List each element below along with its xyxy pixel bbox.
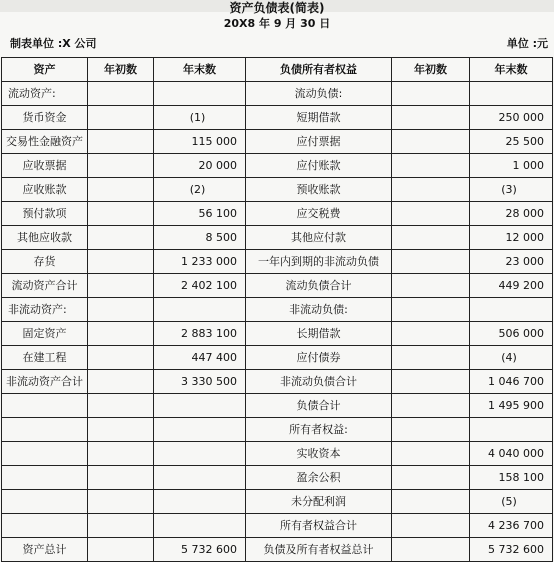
table-cell-value [392,250,470,274]
table-row [2,394,553,418]
table-cell-value [470,418,553,442]
table-cell-label: 预收账款 [246,178,392,202]
table-cell-value [88,538,154,562]
table-row [2,154,553,178]
preparer-unit: 制表单位 :X 公司 [10,37,97,50]
report-date: 20X8 年 9 月 30 日 [223,17,331,30]
table-cell-value [88,394,154,418]
table-cell-label: 应付票据 [246,130,392,154]
table-cell-value: (4) [470,346,553,370]
table-cell-value [88,346,154,370]
table-cell-value [154,514,246,538]
table-cell-value: 23 000 [470,250,553,274]
table-cell-value [392,490,470,514]
currency-unit: 单位 :元 [506,37,548,50]
table-cell-label: 一年内到期的非流动负债 [246,250,392,274]
table-cell-value: 2 883 100 [154,322,246,346]
table-cell-value: 28 000 [470,202,553,226]
table-cell-value [154,82,246,106]
table-cell-label: 应收账款 [2,178,88,202]
table-row [2,418,553,442]
table-cell-value [392,418,470,442]
table-cell-value: (1) [154,106,246,130]
table-cell-value [392,130,470,154]
table-cell-value [470,82,553,106]
table-cell-value [392,442,470,466]
column-header: 资产 [2,58,88,82]
table-row [2,202,553,226]
table-cell-value [88,178,154,202]
table-cell-label: 交易性金融资产 [2,130,88,154]
table-row [2,130,553,154]
table-row [2,490,553,514]
table-cell-value [392,202,470,226]
table-cell-value [88,298,154,322]
table-cell-value: (2) [154,178,246,202]
table-cell-value [392,82,470,106]
table-cell-value [154,394,246,418]
table-header-row [2,58,553,82]
table-cell-label [2,466,88,490]
table-cell-value [392,538,470,562]
table-cell-value: 8 500 [154,226,246,250]
table-cell-label: 应付账款 [246,154,392,178]
table-row [2,274,553,298]
column-header: 年末数 [470,58,553,82]
table-cell-value: (3) [470,178,553,202]
table-cell-value: (5) [470,490,553,514]
table-cell-value [154,418,246,442]
table-row [2,322,553,346]
table-cell-value: 2 402 100 [154,274,246,298]
table-row [2,346,553,370]
table-cell-value [88,106,154,130]
table-cell-label: 其他应收款 [2,226,88,250]
table-row [2,226,553,250]
table-cell-label: 非流动资产合计 [2,370,88,394]
table-cell-value: 20 000 [154,154,246,178]
table-cell-label: 实收资本 [246,442,392,466]
table-cell-value: 25 500 [470,130,553,154]
table-cell-value: 4 040 000 [470,442,553,466]
table-cell-label: 货币资金 [2,106,88,130]
table-cell-label: 预付款项 [2,202,88,226]
table-cell-value [470,298,553,322]
table-cell-value [154,442,246,466]
table-cell-value [88,490,154,514]
table-cell-label: 资产总计 [2,538,88,562]
table-cell-label: 在建工程 [2,346,88,370]
column-header: 年初数 [392,58,470,82]
table-cell-label: 盈余公积 [246,466,392,490]
table-cell-label: 非流动资产: [2,298,88,322]
table-cell-value [88,82,154,106]
table-cell-label: 流动资产: [2,82,88,106]
table-cell-value [392,226,470,250]
table-cell-value [154,298,246,322]
table-cell-value [88,226,154,250]
table-cell-label: 非流动负债: [246,298,392,322]
table-row [2,538,553,562]
table-row [2,178,553,202]
table-row [2,298,553,322]
table-cell-value: 1 233 000 [154,250,246,274]
table-cell-label: 短期借款 [246,106,392,130]
table-cell-value [392,346,470,370]
table-cell-label: 固定资产 [2,322,88,346]
table-cell-label [2,394,88,418]
table-row [2,514,553,538]
table-cell-value [88,466,154,490]
table-cell-value: 250 000 [470,106,553,130]
table-cell-value: 4 236 700 [470,514,553,538]
balance-sheet-table [1,57,553,562]
table-row [2,250,553,274]
column-header: 负债所有者权益 [246,58,392,82]
table-cell-label: 所有者权益: [246,418,392,442]
table-cell-value: 447 400 [154,346,246,370]
table-cell-value: 1 046 700 [470,370,553,394]
table-cell-label [2,418,88,442]
table-cell-value [88,442,154,466]
table-cell-value [392,514,470,538]
table-cell-value [88,418,154,442]
column-header: 年初数 [88,58,154,82]
table-cell-label: 负债合计 [246,394,392,418]
table-cell-value [88,514,154,538]
table-cell-value: 5 732 600 [154,538,246,562]
table-cell-value: 5 732 600 [470,538,553,562]
table-cell-value: 158 100 [470,466,553,490]
table-cell-label: 所有者权益合计 [246,514,392,538]
table-cell-label [2,514,88,538]
table-cell-label: 流动负债: [246,82,392,106]
table-cell-value [392,106,470,130]
table-cell-label: 未分配利润 [246,490,392,514]
table-cell-label: 存货 [2,250,88,274]
table-cell-value [154,466,246,490]
table-cell-value [392,274,470,298]
table-cell-value: 506 000 [470,322,553,346]
table-cell-label: 流动资产合计 [2,274,88,298]
table-cell-label: 应付债券 [246,346,392,370]
table-cell-value [392,466,470,490]
table-cell-value [88,154,154,178]
table-cell-value [392,154,470,178]
table-row [2,466,553,490]
table-cell-value: 56 100 [154,202,246,226]
table-row [2,442,553,466]
table-cell-label: 其他应付款 [246,226,392,250]
table-row [2,370,553,394]
table-cell-value: 12 000 [470,226,553,250]
table-cell-label: 流动负债合计 [246,274,392,298]
table-cell-value [392,178,470,202]
table-cell-label: 应交税费 [246,202,392,226]
table-cell-value [392,298,470,322]
table-cell-value [88,322,154,346]
table-cell-value: 1 000 [470,154,553,178]
table-cell-value [88,202,154,226]
table-cell-value [392,394,470,418]
table-cell-value [392,322,470,346]
table-cell-label: 长期借款 [246,322,392,346]
table-cell-value [88,250,154,274]
page-title: 资产负债表(简表) [229,1,325,15]
table-cell-value [392,370,470,394]
table-cell-label [2,442,88,466]
table-cell-value: 3 330 500 [154,370,246,394]
table-cell-label: 应收票据 [2,154,88,178]
table-cell-label [2,490,88,514]
table-row [2,82,553,106]
table-cell-label: 非流动负债合计 [246,370,392,394]
table-cell-value [154,490,246,514]
column-header: 年末数 [154,58,246,82]
table-cell-label: 负债及所有者权益总计 [246,538,392,562]
table-cell-value [88,130,154,154]
table-cell-value: 449 200 [470,274,553,298]
table-cell-value [88,370,154,394]
table-row [2,106,553,130]
table-cell-value: 115 000 [154,130,246,154]
table-cell-value [88,274,154,298]
table-cell-value: 1 495 900 [470,394,553,418]
